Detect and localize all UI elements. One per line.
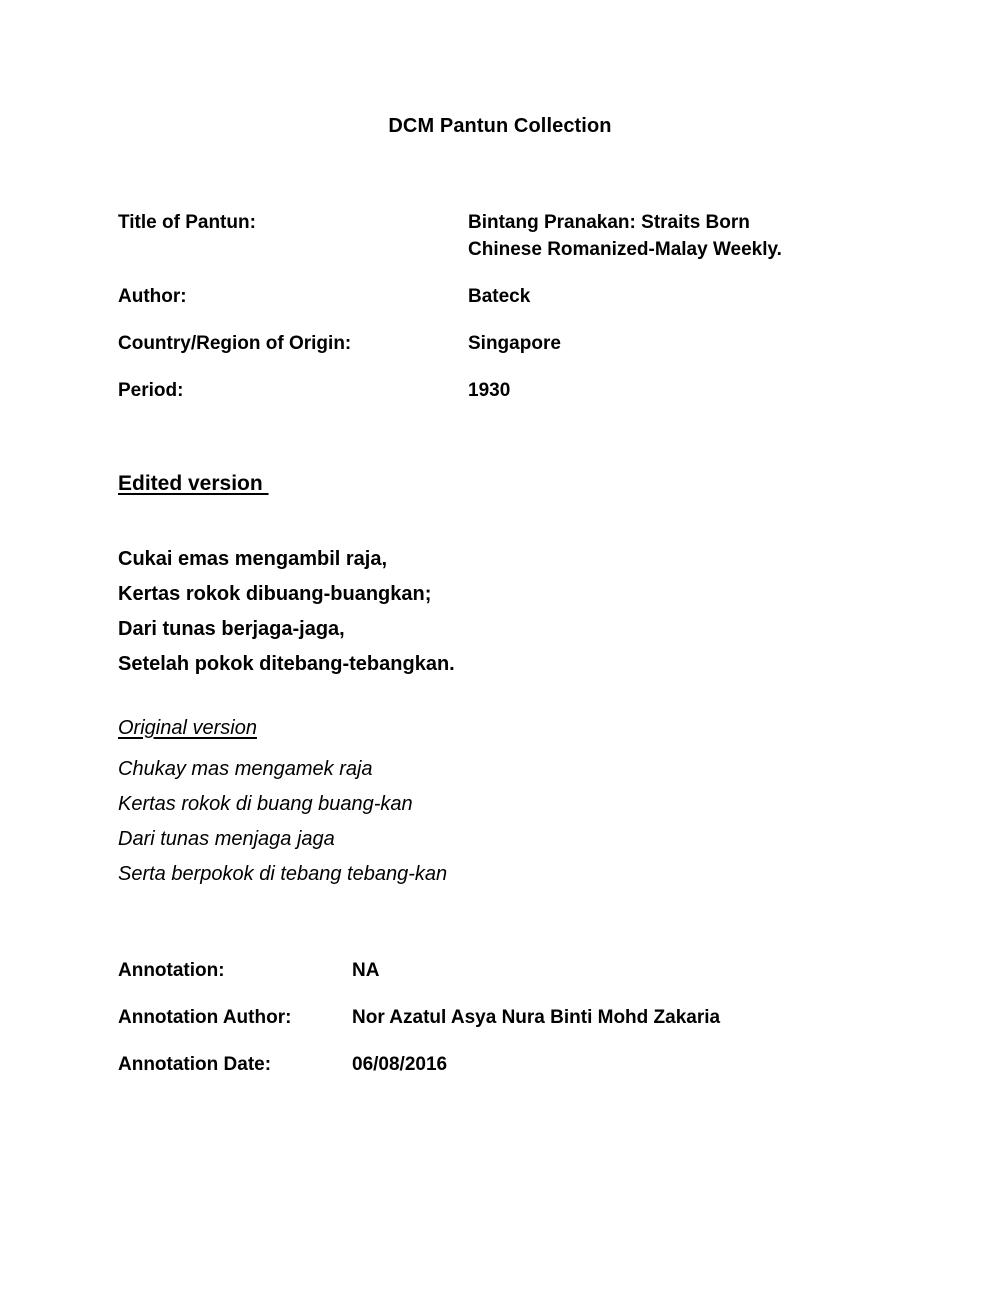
annotation-value-author-line-1: Nor Azatul Asya Nura Binti Mohd Zakaria [352,1007,721,1028]
metadata-row-country [118,330,918,357]
edited-verse-line-1: Cukai emas mengambil raja, [118,548,388,570]
edited-verse-line-2: Kertas rokok dibuang-buangkan; [118,583,432,605]
original-verse-line-1: Chukay mas mengamek raja [118,758,373,780]
metadata-label-country: Country/Region of Origin: [118,333,352,354]
metadata-value-title-line-2: Chinese Romanized-Malay Weekly. [468,239,782,260]
metadata-value-title [468,209,868,263]
metadata-value-period-line-1: 1930 [468,380,511,401]
edited-version-verse [118,542,455,682]
edited-verse-line-3: Dari tunas berjaga-jaga, [118,618,345,640]
metadata-value-country [468,330,868,357]
edited-verse-line-4: Setelah pokok ditebang-tebangkan. [118,653,455,675]
metadata-label-title: Title of Pantun: [118,212,256,233]
annotation-value-date [352,1051,912,1078]
annotation-value-date-line-1: 06/08/2016 [352,1054,448,1075]
metadata-value-period [468,377,868,404]
page-title: DCM Pantun Collection [388,115,612,137]
original-version-heading: Original version [118,717,257,739]
annotation-label-annotation: Annotation: [118,960,225,981]
annotation-value-annotation-line-1: NA [352,960,380,981]
original-verse-line-4: Serta berpokok di tebang tebang-kan [118,863,448,885]
metadata-value-author [468,283,868,310]
annotation-row-date [118,1051,918,1078]
metadata-value-title-line-1: Bintang Pranakan: Straits Born [468,212,750,233]
metadata-table [118,209,918,404]
annotation-row-annotation [118,957,918,984]
metadata-row-author [118,283,918,310]
original-version-verse [118,752,447,892]
original-verse-line-3: Dari tunas menjaga jaga [118,828,335,850]
annotation-value-annotation [352,957,912,984]
edited-version-heading: Edited version [118,472,269,495]
original-verse-line-2: Kertas rokok di buang buang-kan [118,793,413,815]
annotation-row-author [118,1004,918,1031]
annotation-label-author: Annotation Author: [118,1007,292,1028]
metadata-value-author-line-1: Bateck [468,286,531,307]
metadata-label-period: Period: [118,380,184,401]
metadata-row-period [118,377,918,404]
metadata-value-country-line-1: Singapore [468,333,561,354]
metadata-row-title [118,209,918,263]
annotation-value-author [352,1004,912,1031]
annotation-label-date: Annotation Date: [118,1054,272,1075]
annotation-table [118,957,918,1078]
metadata-label-author: Author: [118,286,187,307]
